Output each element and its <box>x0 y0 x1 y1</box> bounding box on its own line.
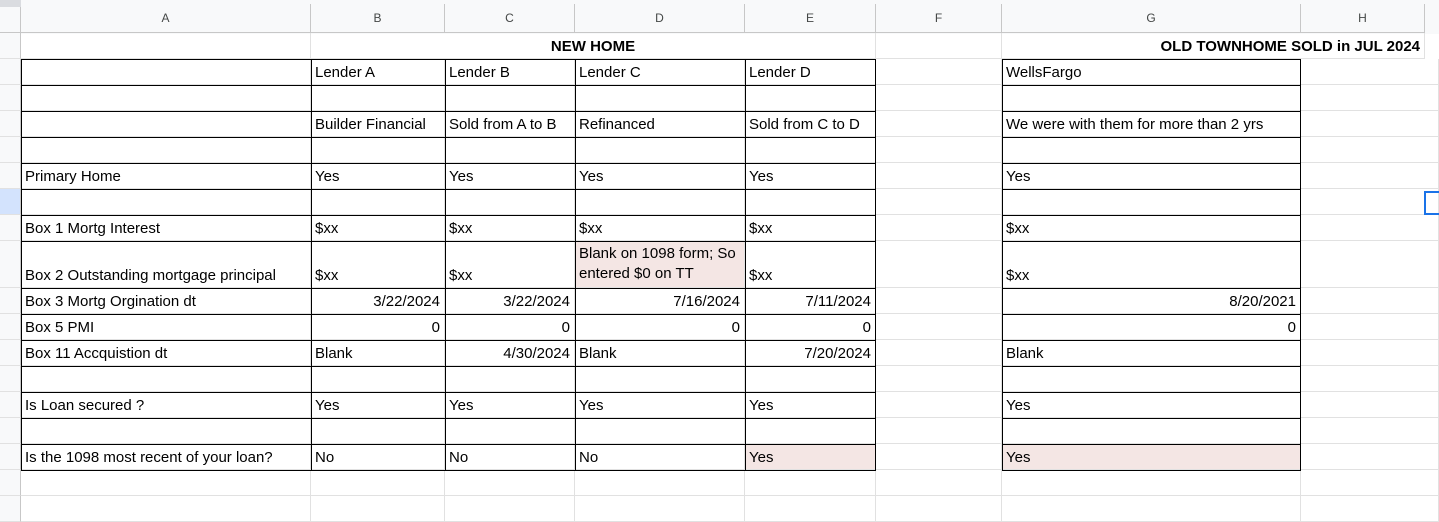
note-cell[interactable]: Sold from A to B <box>445 111 575 137</box>
empty-cell[interactable] <box>1301 418 1439 444</box>
table-border <box>21 241 876 242</box>
empty-cell[interactable] <box>445 418 575 444</box>
value-cell[interactable]: Yes <box>311 163 445 189</box>
column-header-a[interactable]: A <box>21 4 311 33</box>
empty-cell[interactable] <box>1301 288 1439 314</box>
table-border <box>311 59 312 471</box>
table-border <box>745 59 746 471</box>
empty-cell[interactable] <box>876 33 1002 59</box>
value-cell[interactable]: No <box>445 444 575 470</box>
column-header-g[interactable]: G <box>1002 4 1301 33</box>
column-header-b[interactable]: B <box>311 4 445 33</box>
value-cell[interactable]: $xx <box>311 215 445 241</box>
empty-cell[interactable] <box>876 288 1002 314</box>
value-cell[interactable]: Yes <box>1002 163 1301 189</box>
corner-mark <box>0 0 21 7</box>
empty-cell[interactable] <box>876 444 1002 470</box>
empty-cell[interactable] <box>575 366 745 392</box>
note-cell[interactable]: We were with them for more than 2 yrs <box>1002 111 1301 137</box>
row-label[interactable]: Box 5 PMI <box>21 314 311 340</box>
value-cell[interactable]: $xx <box>311 241 445 288</box>
empty-cell[interactable] <box>1002 137 1301 163</box>
table-border <box>1300 59 1301 471</box>
value-cell[interactable]: Yes <box>745 163 876 189</box>
select-all-corner[interactable] <box>0 0 21 33</box>
value-cell[interactable]: Blank <box>311 340 445 366</box>
value-cell[interactable]: Yes <box>745 392 876 418</box>
table-border <box>1002 470 1301 471</box>
row-header[interactable] <box>0 470 21 496</box>
table-border <box>1002 418 1301 419</box>
empty-cell[interactable] <box>876 340 1002 366</box>
empty-cell[interactable] <box>1301 85 1439 111</box>
empty-cell[interactable] <box>1301 111 1439 137</box>
value-cell[interactable]: Blank <box>575 340 745 366</box>
value-cell[interactable]: Blank on 1098 form; So entered $0 on TT <box>575 241 745 288</box>
empty-cell[interactable] <box>311 366 445 392</box>
row-header[interactable] <box>0 189 21 215</box>
empty-cell[interactable] <box>311 496 445 522</box>
row-header[interactable] <box>0 85 21 111</box>
empty-cell[interactable] <box>876 366 1002 392</box>
note-cell[interactable]: Builder Financial <box>311 111 445 137</box>
value-cell[interactable]: Yes <box>575 163 745 189</box>
empty-cell[interactable] <box>876 111 1002 137</box>
empty-cell[interactable] <box>1301 340 1439 366</box>
note-cell[interactable]: Refinanced <box>575 111 745 137</box>
row-label[interactable]: Box 1 Mortg Interest <box>21 215 311 241</box>
row-header[interactable] <box>0 418 21 444</box>
value-cell[interactable]: $xx <box>575 215 745 241</box>
empty-cell[interactable] <box>745 137 876 163</box>
table-border <box>575 59 576 471</box>
empty-cell[interactable] <box>311 189 445 215</box>
empty-cell[interactable] <box>1002 496 1301 522</box>
row-header[interactable] <box>0 241 21 288</box>
empty-cell[interactable] <box>1301 59 1439 85</box>
value-cell[interactable]: 3/22/2024 <box>445 288 575 314</box>
column-header-c[interactable]: C <box>445 4 575 33</box>
empty-cell[interactable] <box>1301 241 1439 288</box>
column-header-h[interactable]: H <box>1301 4 1425 33</box>
empty-cell[interactable] <box>575 418 745 444</box>
table-border <box>1002 215 1301 216</box>
value-cell[interactable]: 4/30/2024 <box>445 340 575 366</box>
value-cell[interactable]: 7/20/2024 <box>745 340 876 366</box>
empty-cell[interactable] <box>445 85 575 111</box>
value-cell[interactable]: Yes <box>1002 392 1301 418</box>
row-header[interactable] <box>0 314 21 340</box>
table-border <box>21 444 876 445</box>
table-border <box>1002 340 1301 341</box>
table-border <box>1002 85 1301 86</box>
row-header[interactable] <box>0 33 21 59</box>
table-border <box>1002 314 1301 315</box>
empty-cell[interactable] <box>21 33 311 59</box>
value-cell[interactable]: 3/22/2024 <box>311 288 445 314</box>
table-border <box>1002 189 1301 190</box>
table-border <box>21 340 876 341</box>
empty-cell[interactable] <box>876 418 1002 444</box>
value-cell[interactable]: $xx <box>1002 215 1301 241</box>
empty-cell[interactable] <box>575 470 745 496</box>
row-header[interactable] <box>0 137 21 163</box>
empty-cell[interactable] <box>1002 418 1301 444</box>
empty-cell[interactable] <box>876 496 1002 522</box>
table-border <box>1002 392 1301 393</box>
column-header-e[interactable]: E <box>745 4 876 33</box>
table-border <box>21 215 876 216</box>
empty-cell[interactable] <box>876 470 1002 496</box>
lender-cell[interactable]: Lender B <box>445 59 575 85</box>
table-border <box>1002 163 1301 164</box>
table-border <box>21 59 22 471</box>
value-cell[interactable]: No <box>575 444 745 470</box>
table-border <box>1002 241 1301 242</box>
row-label[interactable]: Box 11 Accquistion dt <box>21 340 311 366</box>
column-header-f[interactable]: F <box>876 4 1002 33</box>
row-label[interactable]: Is Loan secured ? <box>21 392 311 418</box>
empty-cell[interactable] <box>575 496 745 522</box>
empty-cell[interactable] <box>876 137 1002 163</box>
table-border <box>21 288 876 289</box>
empty-cell[interactable] <box>21 137 311 163</box>
table-border <box>21 189 876 190</box>
row-header[interactable] <box>0 496 21 522</box>
value-cell[interactable]: Yes <box>445 392 575 418</box>
row-header[interactable] <box>0 340 21 366</box>
value-cell[interactable]: No <box>311 444 445 470</box>
row-header[interactable] <box>0 111 21 137</box>
note-cell[interactable]: Sold from C to D <box>745 111 876 137</box>
table-border <box>21 470 876 471</box>
value-cell[interactable]: 8/20/2021 <box>1002 288 1301 314</box>
empty-cell[interactable] <box>1002 470 1301 496</box>
empty-cell[interactable] <box>575 85 745 111</box>
empty-cell[interactable] <box>445 137 575 163</box>
value-cell[interactable]: 0 <box>311 314 445 340</box>
empty-cell[interactable] <box>311 137 445 163</box>
table-border <box>1002 137 1301 138</box>
value-cell[interactable]: Yes <box>445 163 575 189</box>
empty-cell[interactable] <box>1002 189 1301 215</box>
value-cell[interactable]: $xx <box>445 241 575 288</box>
empty-cell[interactable] <box>1301 189 1439 215</box>
value-cell[interactable]: $xx <box>445 215 575 241</box>
value-cell[interactable]: 0 <box>575 314 745 340</box>
value-cell[interactable]: Yes <box>1002 444 1301 470</box>
table-border <box>21 163 876 164</box>
table-border <box>1002 111 1301 112</box>
empty-cell[interactable] <box>311 418 445 444</box>
empty-cell[interactable] <box>1301 366 1439 392</box>
empty-cell[interactable] <box>21 496 311 522</box>
table-border <box>1002 59 1301 60</box>
value-cell[interactable]: $xx <box>745 215 876 241</box>
empty-cell[interactable] <box>21 85 311 111</box>
empty-cell[interactable] <box>1301 496 1439 522</box>
row-label[interactable]: Primary Home <box>21 163 311 189</box>
row-header[interactable] <box>0 366 21 392</box>
table-border <box>21 314 876 315</box>
empty-cell[interactable] <box>575 137 745 163</box>
empty-cell[interactable] <box>445 496 575 522</box>
empty-cell[interactable] <box>745 470 876 496</box>
empty-cell[interactable] <box>876 59 1002 85</box>
empty-cell[interactable] <box>21 111 311 137</box>
empty-cell[interactable] <box>876 314 1002 340</box>
row-header[interactable] <box>0 59 21 85</box>
lender-cell[interactable]: Lender D <box>745 59 876 85</box>
empty-cell[interactable] <box>1002 366 1301 392</box>
table-border <box>21 392 876 393</box>
selected-cell-edge[interactable] <box>1424 191 1439 215</box>
empty-cell[interactable] <box>876 241 1002 288</box>
empty-cell[interactable] <box>1301 137 1439 163</box>
empty-cell[interactable] <box>876 215 1002 241</box>
value-cell[interactable]: 0 <box>445 314 575 340</box>
table-border <box>21 85 876 86</box>
row-header[interactable] <box>0 163 21 189</box>
row-label[interactable]: Box 3 Mortg Orgination dt <box>21 288 311 314</box>
empty-cell[interactable] <box>876 85 1002 111</box>
empty-cell[interactable] <box>21 470 311 496</box>
column-header-d[interactable]: D <box>575 4 745 33</box>
empty-cell[interactable] <box>311 85 445 111</box>
table-border <box>875 59 876 471</box>
value-cell[interactable]: Blank <box>1002 340 1301 366</box>
empty-cell[interactable] <box>1301 392 1439 418</box>
value-cell[interactable]: Yes <box>311 392 445 418</box>
value-cell[interactable]: 7/16/2024 <box>575 288 745 314</box>
empty-cell[interactable] <box>876 189 1002 215</box>
table-border <box>21 366 876 367</box>
empty-cell[interactable] <box>445 189 575 215</box>
value-cell[interactable]: Yes <box>575 392 745 418</box>
empty-cell[interactable] <box>1301 314 1439 340</box>
value-cell[interactable]: 0 <box>745 314 876 340</box>
table-border <box>21 137 876 138</box>
lender-cell[interactable]: WellsFargo <box>1002 59 1301 85</box>
empty-cell[interactable] <box>21 418 311 444</box>
row-label[interactable]: Box 2 Outstanding mortgage principal <box>21 241 311 288</box>
empty-cell[interactable] <box>745 496 876 522</box>
row-header[interactable] <box>0 215 21 241</box>
empty-cell[interactable] <box>445 366 575 392</box>
table-border <box>445 59 446 471</box>
empty-cell[interactable] <box>445 470 575 496</box>
value-cell[interactable]: 0 <box>1002 314 1301 340</box>
empty-cell[interactable] <box>876 163 1002 189</box>
empty-cell[interactable] <box>311 470 445 496</box>
empty-cell[interactable] <box>745 418 876 444</box>
value-cell[interactable]: $xx <box>1002 241 1301 288</box>
empty-cell[interactable] <box>745 189 876 215</box>
empty-cell[interactable] <box>21 189 311 215</box>
empty-cell[interactable] <box>745 366 876 392</box>
table-border <box>1002 366 1301 367</box>
row-label[interactable]: Is the 1098 most recent of your loan? <box>21 444 311 470</box>
row-header[interactable] <box>0 444 21 470</box>
lender-cell[interactable]: Lender A <box>311 59 445 85</box>
table-border <box>1002 288 1301 289</box>
empty-cell[interactable] <box>1002 85 1301 111</box>
empty-cell[interactable] <box>21 59 311 85</box>
empty-cell[interactable] <box>575 189 745 215</box>
value-cell[interactable]: Yes <box>745 444 876 470</box>
new-home-title[interactable]: NEW HOME <box>311 33 876 59</box>
empty-cell[interactable] <box>1301 215 1439 241</box>
table-border <box>1002 59 1003 471</box>
empty-cell[interactable] <box>1301 444 1439 470</box>
value-cell[interactable]: 7/11/2024 <box>745 288 876 314</box>
empty-cell[interactable] <box>21 366 311 392</box>
row-header[interactable] <box>0 288 21 314</box>
table-border <box>21 111 876 112</box>
table-border <box>1002 444 1301 445</box>
table-border <box>21 59 876 60</box>
empty-cell[interactable] <box>1301 470 1439 496</box>
row-header[interactable] <box>0 392 21 418</box>
empty-cell[interactable] <box>745 85 876 111</box>
empty-cell[interactable] <box>876 392 1002 418</box>
value-cell[interactable]: $xx <box>745 241 876 288</box>
lender-cell[interactable]: Lender C <box>575 59 745 85</box>
empty-cell[interactable] <box>1301 163 1439 189</box>
old-townhome-title[interactable]: OLD TOWNHOME SOLD in JUL 2024 <box>1002 33 1425 59</box>
table-border <box>21 418 876 419</box>
